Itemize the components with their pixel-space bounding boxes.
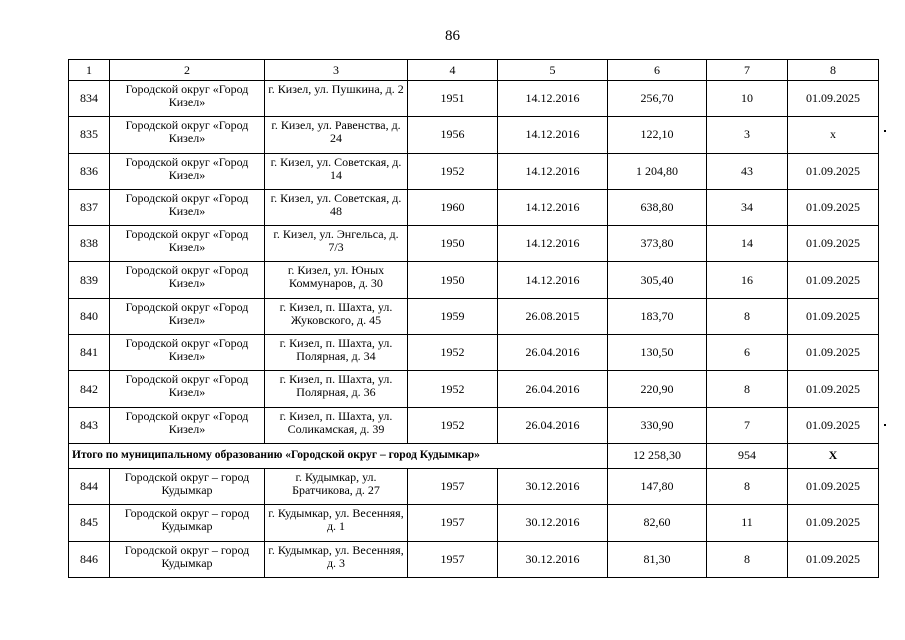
- cell-address: г. Кизел, п. Шахта, ул. Полярная, д. 34: [265, 335, 408, 371]
- cell-year: 1957: [408, 541, 498, 577]
- cell-year: 1952: [408, 407, 498, 443]
- cell-area: 81,30: [608, 541, 707, 577]
- cell-area: 183,70: [608, 298, 707, 334]
- cell-address: г. Кудымкар, ул. Весенняя, д. 3: [265, 541, 408, 577]
- cell-municipality: Городской округ «Город Кизел»: [110, 153, 265, 189]
- cell-year: 1959: [408, 298, 498, 334]
- cell-year: 1950: [408, 226, 498, 262]
- table-row: [69, 81, 879, 117]
- cell-count: 8: [707, 468, 788, 504]
- cell-address: г. Кизел, ул. Советская, д. 48: [265, 189, 408, 225]
- margin-dot: [884, 130, 886, 132]
- cell-address: г. Кизел, п. Шахта, ул. Жуковского, д. 45: [265, 298, 408, 334]
- column-header: 8: [788, 60, 879, 81]
- cell-area: 256,70: [608, 81, 707, 117]
- table-row: [69, 298, 879, 334]
- cell-number: 840: [69, 298, 110, 334]
- cell-number: 838: [69, 226, 110, 262]
- cell-address: г. Кудымкар, ул. Братчикова, д. 27: [265, 468, 408, 504]
- table-row: [69, 335, 879, 371]
- cell-count: 16: [707, 262, 788, 298]
- cell-year: 1960: [408, 189, 498, 225]
- table-row: [69, 226, 879, 262]
- table-row: [69, 117, 879, 153]
- cell-address: г. Кизел, п. Шахта, ул. Соликамская, д. 39: [265, 407, 408, 443]
- cell-municipality: Городской округ – город Кудымкар: [110, 541, 265, 577]
- cell-municipality: Городской округ «Город Кизел»: [110, 262, 265, 298]
- cell-date: 14.12.2016: [498, 226, 608, 262]
- cell-deadline: 01.09.2025: [788, 153, 879, 189]
- margin-dot: [884, 424, 886, 426]
- cell-date: 26.04.2016: [498, 335, 608, 371]
- cell-area: 330,90: [608, 407, 707, 443]
- cell-number: 837: [69, 189, 110, 225]
- cell-municipality: Городской округ «Город Кизел»: [110, 407, 265, 443]
- cell-address: г. Кудымкар, ул. Весенняя, д. 1: [265, 505, 408, 541]
- cell-municipality: Городской округ «Город Кизел»: [110, 189, 265, 225]
- cell-deadline: 01.09.2025: [788, 262, 879, 298]
- cell-deadline: 01.09.2025: [788, 468, 879, 504]
- cell-number: 843: [69, 407, 110, 443]
- cell-municipality: Городской округ «Город Кизел»: [110, 81, 265, 117]
- cell-number: 841: [69, 335, 110, 371]
- column-header: 5: [498, 60, 608, 81]
- cell-municipality: Городской округ «Город Кизел»: [110, 117, 265, 153]
- cell-address: г. Кизел, ул. Пушкина, д. 2: [265, 81, 408, 117]
- column-header: 3: [265, 60, 408, 81]
- total-deadline: Х: [788, 443, 879, 468]
- cell-date: 26.08.2015: [498, 298, 608, 334]
- cell-count: 43: [707, 153, 788, 189]
- cell-number: 839: [69, 262, 110, 298]
- cell-deadline: 01.09.2025: [788, 298, 879, 334]
- cell-count: 8: [707, 371, 788, 407]
- housing-registry-table: [68, 59, 879, 578]
- cell-area: 122,10: [608, 117, 707, 153]
- total-label: Итого по муниципальному образованию «Городской округ – город Кудымкар»: [69, 443, 608, 468]
- column-header: 1: [69, 60, 110, 81]
- cell-address: г. Кизел, п. Шахта, ул. Полярная, д. 36: [265, 371, 408, 407]
- table-row: [69, 407, 879, 443]
- cell-deadline: 01.09.2025: [788, 335, 879, 371]
- page-number: 86: [445, 28, 460, 44]
- cell-year: 1952: [408, 335, 498, 371]
- cell-deadline: 01.09.2025: [788, 541, 879, 577]
- table-row: [69, 153, 879, 189]
- cell-year: 1956: [408, 117, 498, 153]
- cell-year: 1957: [408, 505, 498, 541]
- cell-municipality: Городской округ «Город Кизел»: [110, 298, 265, 334]
- header-row: [69, 60, 879, 81]
- cell-deadline: х: [788, 117, 879, 153]
- cell-number: 834: [69, 81, 110, 117]
- cell-date: 14.12.2016: [498, 262, 608, 298]
- cell-date: 30.12.2016: [498, 505, 608, 541]
- cell-number: 846: [69, 541, 110, 577]
- column-header: 2: [110, 60, 265, 81]
- cell-deadline: 01.09.2025: [788, 226, 879, 262]
- cell-date: 26.04.2016: [498, 371, 608, 407]
- cell-area: 373,80: [608, 226, 707, 262]
- cell-number: 836: [69, 153, 110, 189]
- table-row: [69, 189, 879, 225]
- cell-year: 1952: [408, 371, 498, 407]
- cell-date: 30.12.2016: [498, 541, 608, 577]
- cell-year: 1952: [408, 153, 498, 189]
- cell-date: 14.12.2016: [498, 117, 608, 153]
- cell-count: 7: [707, 407, 788, 443]
- table-row: [69, 371, 879, 407]
- cell-municipality: Городской округ «Город Кизел»: [110, 371, 265, 407]
- cell-address: г. Кизел, ул. Юных Коммунаров, д. 30: [265, 262, 408, 298]
- cell-year: 1957: [408, 468, 498, 504]
- column-header: 7: [707, 60, 788, 81]
- cell-count: 11: [707, 505, 788, 541]
- cell-area: 82,60: [608, 505, 707, 541]
- column-header: 4: [408, 60, 498, 81]
- cell-count: 6: [707, 335, 788, 371]
- cell-date: 30.12.2016: [498, 468, 608, 504]
- cell-date: 14.12.2016: [498, 189, 608, 225]
- cell-date: 14.12.2016: [498, 81, 608, 117]
- cell-number: 842: [69, 371, 110, 407]
- cell-area: 1 204,80: [608, 153, 707, 189]
- cell-number: 845: [69, 505, 110, 541]
- cell-deadline: 01.09.2025: [788, 407, 879, 443]
- cell-year: 1951: [408, 81, 498, 117]
- total-count: 954: [707, 443, 788, 468]
- cell-address: г. Кизел, ул. Советская, д. 14: [265, 153, 408, 189]
- cell-count: 10: [707, 81, 788, 117]
- cell-count: 34: [707, 189, 788, 225]
- table-row: [69, 468, 879, 504]
- cell-date: 14.12.2016: [498, 153, 608, 189]
- total-area: 12 258,30: [608, 443, 707, 468]
- cell-date: 26.04.2016: [498, 407, 608, 443]
- cell-area: 220,90: [608, 371, 707, 407]
- cell-municipality: Городской округ – город Кудымкар: [110, 505, 265, 541]
- cell-municipality: Городской округ «Город Кизел»: [110, 335, 265, 371]
- cell-address: г. Кизел, ул. Равенства, д. 24: [265, 117, 408, 153]
- cell-count: 8: [707, 541, 788, 577]
- cell-deadline: 01.09.2025: [788, 371, 879, 407]
- cell-municipality: Городской округ «Город Кизел»: [110, 226, 265, 262]
- cell-deadline: 01.09.2025: [788, 81, 879, 117]
- cell-deadline: 01.09.2025: [788, 505, 879, 541]
- column-header: 6: [608, 60, 707, 81]
- table-row: [69, 541, 879, 577]
- cell-deadline: 01.09.2025: [788, 189, 879, 225]
- cell-municipality: Городской округ – город Кудымкар: [110, 468, 265, 504]
- cell-number: 835: [69, 117, 110, 153]
- total-row: [69, 443, 879, 468]
- cell-area: 130,50: [608, 335, 707, 371]
- cell-area: 638,80: [608, 189, 707, 225]
- cell-area: 147,80: [608, 468, 707, 504]
- cell-count: 14: [707, 226, 788, 262]
- table-row: [69, 505, 879, 541]
- cell-year: 1950: [408, 262, 498, 298]
- cell-address: г. Кизел, ул. Энгельса, д. 7/3: [265, 226, 408, 262]
- table-row: [69, 262, 879, 298]
- cell-count: 8: [707, 298, 788, 334]
- cell-area: 305,40: [608, 262, 707, 298]
- cell-count: 3: [707, 117, 788, 153]
- cell-number: 844: [69, 468, 110, 504]
